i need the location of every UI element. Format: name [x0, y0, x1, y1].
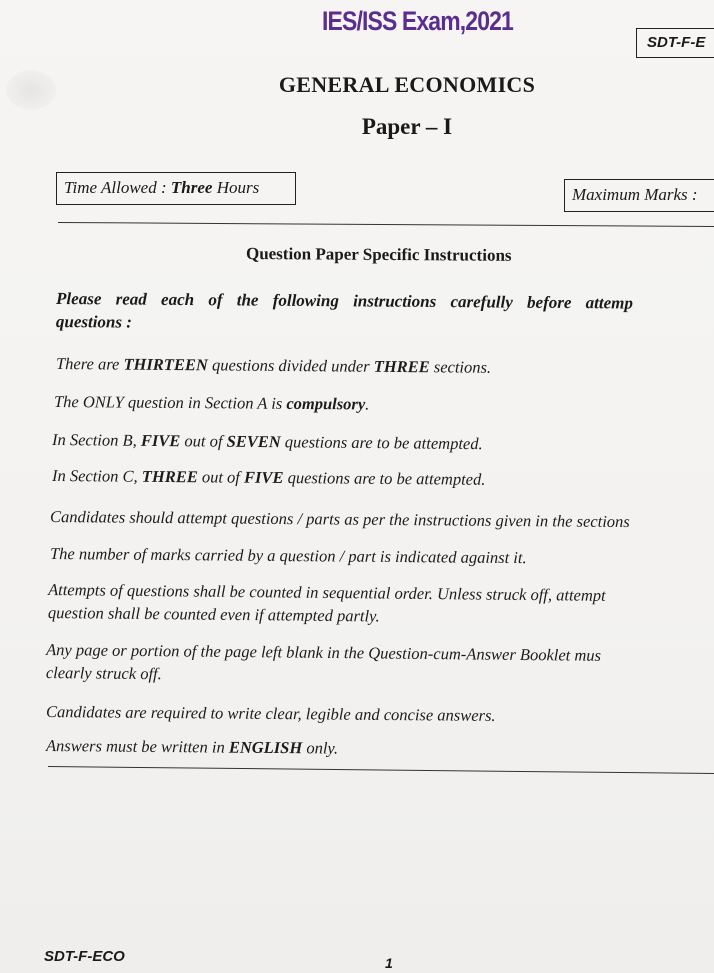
instruction-item [48, 578, 606, 630]
instruction-item [52, 464, 486, 491]
instruction-item [46, 700, 496, 727]
bottom-divider [48, 766, 714, 774]
instruction-emphasis: THIRTEEN [123, 354, 208, 375]
instruction-line: clearly struck off. [45, 662, 162, 684]
instruction-text: questions are to be attempted. [283, 468, 486, 489]
instruction-text: only. [302, 738, 339, 758]
maximum-marks-box: Maximum Marks : [564, 179, 714, 212]
time-allowed-value: Three [170, 178, 213, 197]
footer-paper-code: SDT-F-ECO [44, 948, 125, 965]
paper-code-box: SDT-F-E [636, 28, 714, 58]
instruction-text: out of [197, 467, 245, 487]
exam-banner: IES/ISS Exam,2021 [322, 6, 513, 36]
instruction-emphasis: FIVE [243, 467, 284, 488]
instruction-item [54, 390, 370, 415]
instruction-text: Answers must be written in [45, 736, 229, 757]
instruction-text: sections. [429, 357, 492, 377]
instruction-emphasis: FIVE [140, 430, 181, 451]
instruction-text: questions are to be attempted. [280, 432, 483, 454]
time-allowed-suffix: Hours [212, 178, 260, 197]
instruction-item [52, 428, 483, 455]
paper-title-row [0, 72, 714, 98]
instruction-line: Any page or portion of the page left blank in the Question-cum-Answer Booklet mus [46, 640, 602, 665]
instruction-text: Candidates should attempt questions / parts as per the instructions given in the sections [49, 507, 630, 532]
instruction-emphasis: ENGLISH [228, 737, 303, 758]
instruction-text: There are [55, 354, 124, 374]
instruction-item [46, 638, 601, 690]
lead-line-2: questions : [55, 311, 133, 332]
time-allowed-box [56, 172, 296, 205]
instruction-text: The ONLY question in Section A is [53, 392, 287, 413]
instruction-item [46, 734, 338, 760]
paper-title: GENERAL ECONOMICS [278, 72, 536, 97]
instruction-item [50, 542, 527, 569]
instruction-text: questions divided under [207, 355, 374, 376]
instruction-text: . [365, 394, 370, 414]
instructions-heading: Question Paper Specific Instructions [245, 244, 512, 265]
instruction-text: Candidates are required to write clear, legible and concise answers. [45, 702, 496, 725]
top-divider [58, 222, 714, 227]
instruction-emphasis: THREE [373, 356, 430, 377]
instruction-emphasis: SEVEN [226, 431, 281, 452]
instruction-line: question shall be counted even if attempted partly. [47, 602, 380, 626]
page-number: 1 [385, 955, 393, 971]
instruction-item [56, 352, 491, 379]
lead-line-1: Please read each of the following instructions carefully before attemp [56, 289, 633, 313]
paper-subtitle-row [0, 114, 714, 140]
instruction-emphasis: THREE [141, 466, 198, 487]
paper-subtitle: Paper – I [361, 114, 453, 139]
time-allowed-prefix: Time Allowed : [64, 178, 171, 197]
instruction-emphasis: compulsory [286, 393, 366, 414]
instruction-text: out of [180, 431, 227, 451]
instruction-line: Attempts of questions shall be counted in sequential order. Unless struck off, attempt [48, 580, 606, 605]
instruction-item [50, 505, 630, 533]
instruction-text: In Section C, [51, 466, 142, 486]
instructions-lead [56, 287, 714, 338]
instruction-text: In Section B, [51, 430, 141, 450]
instruction-text: The number of marks carried by a question / part is indicated against it. [49, 544, 527, 568]
